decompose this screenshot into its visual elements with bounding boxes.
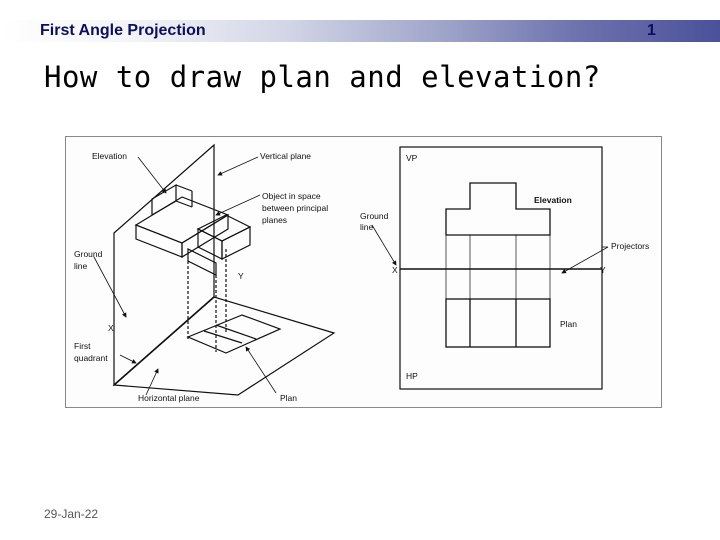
label-x-left: X [108, 323, 114, 333]
label-object-3: planes [262, 215, 288, 225]
label-first-1: First [74, 341, 91, 351]
label-plan-left: Plan [280, 393, 298, 403]
label-vp: VP [406, 153, 418, 163]
projection-diagram [66, 137, 661, 407]
label-elevation-right: Elevation [534, 195, 572, 205]
slide-number: 1 [647, 22, 656, 39]
label-hp: HP [406, 371, 418, 381]
projection-figure [65, 136, 662, 408]
plan-outline [188, 315, 280, 353]
plan-outline-ortho [446, 299, 550, 347]
horizontal-plane [114, 297, 334, 395]
label-ground-right-2: line [360, 222, 374, 232]
label-ground-2: line [74, 261, 88, 271]
label-first-2: quadrant [74, 353, 108, 363]
label-plan-right: Plan [560, 319, 578, 329]
orthographic-view [400, 147, 602, 389]
label-object-2: between principal [262, 203, 329, 213]
label-ground-1: Ground [74, 249, 103, 259]
pictorial-labels [74, 151, 328, 403]
label-object-1: Object in space [262, 191, 321, 201]
label-ground-right-1: Ground [360, 211, 389, 221]
label-elevation: Elevation [92, 151, 127, 161]
page-title: How to draw plan and elevation? [44, 60, 601, 94]
footer-date: 29-Jan-22 [44, 507, 99, 521]
label-y-left: Y [238, 271, 244, 281]
pictorial-view [114, 145, 334, 395]
header-title: First Angle Projection [40, 22, 206, 39]
vertical-plane [114, 145, 214, 385]
label-vertical-plane: Vertical plane [260, 151, 312, 161]
elevation-outline [446, 183, 550, 235]
label-horizontal-plane: Horizontal plane [138, 393, 200, 403]
label-x-right: X [392, 265, 398, 275]
label-y-right: Y [600, 265, 606, 275]
label-projectors: Projectors [611, 241, 650, 251]
